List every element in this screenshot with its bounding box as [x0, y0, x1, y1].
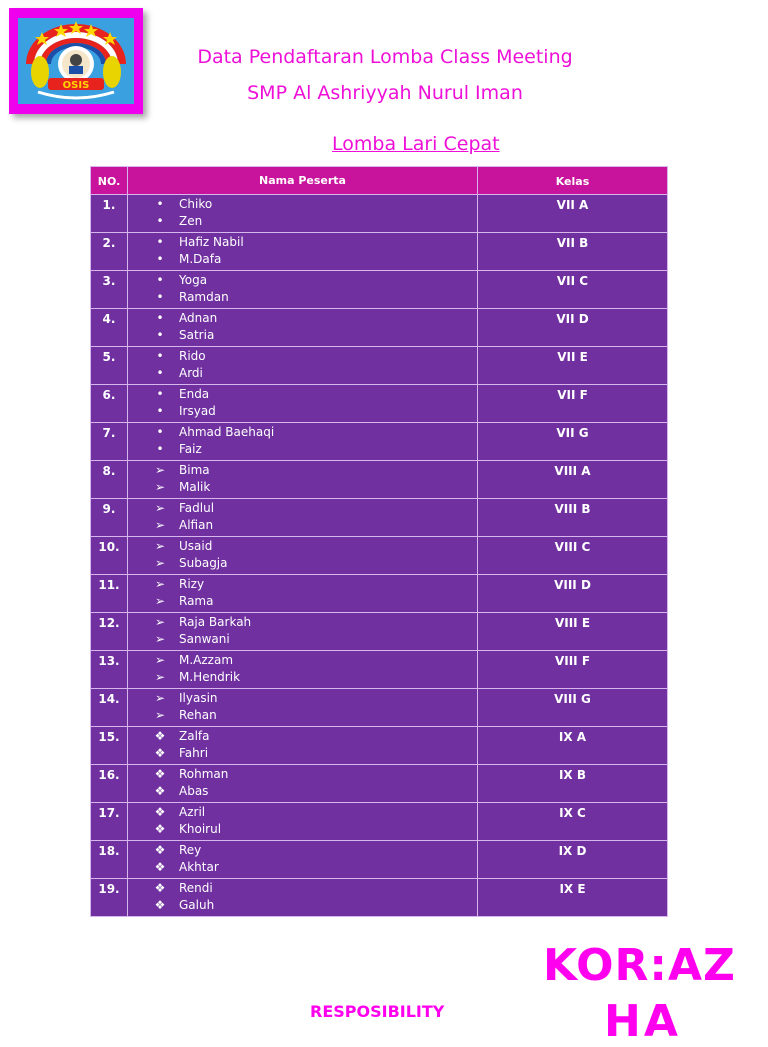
osis-logo: [18, 18, 134, 104]
bullet-icon: ➢: [154, 577, 166, 591]
row-number: 11.: [91, 575, 128, 613]
participant-name: Rizy: [179, 577, 205, 591]
participant-name: Rendi: [179, 881, 213, 895]
bullet-icon: ➢: [154, 670, 166, 684]
participant-name: Yoga: [179, 273, 208, 287]
participant-list: [128, 841, 477, 876]
bullet-icon: ➢: [154, 463, 166, 477]
footer-coordinator: KOR:AZ: [543, 940, 736, 991]
bullet-icon: ➢: [154, 691, 166, 705]
participant-name: Zalfa: [179, 729, 210, 743]
participant-list: [128, 385, 477, 420]
row-number: 5.: [91, 347, 128, 385]
participant-item: [128, 728, 477, 745]
table-row: [91, 347, 668, 385]
participant-name: Irsyad: [179, 404, 216, 418]
participant-name: Akhtar: [179, 860, 219, 874]
row-number: 10.: [91, 537, 128, 575]
participant-item: [128, 479, 477, 496]
bullet-icon: •: [156, 252, 164, 266]
participant-names: [128, 309, 478, 347]
class-cell: VIII F: [478, 651, 668, 689]
participant-item: [128, 234, 477, 251]
row-number: 9.: [91, 499, 128, 537]
participant-item: [128, 213, 477, 230]
participant-list: [128, 803, 477, 838]
bullet-icon: •: [156, 425, 164, 439]
participant-name: Rey: [179, 843, 202, 857]
logo-frame: [9, 8, 143, 114]
bullet-icon: •: [156, 311, 164, 325]
participant-names: [128, 803, 478, 841]
bullet-icon: •: [156, 235, 164, 249]
participant-list: [128, 423, 477, 458]
participant-name: Hafiz Nabil: [179, 235, 244, 249]
participant-item: [128, 821, 477, 838]
participant-name: Rohman: [179, 767, 229, 781]
participant-list: [128, 347, 477, 382]
bullet-icon: ➢: [154, 615, 166, 629]
participant-name: M.Dafa: [179, 252, 222, 266]
table-row: [91, 651, 668, 689]
participant-names: [128, 233, 478, 271]
participant-name: Raja Barkah: [179, 615, 252, 629]
row-number: 15.: [91, 727, 128, 765]
row-number: 4.: [91, 309, 128, 347]
participant-item: [128, 386, 477, 403]
table-row: [91, 309, 668, 347]
bullet-icon: ❖: [154, 843, 166, 857]
participant-names: [128, 347, 478, 385]
participant-name: M.Hendrik: [179, 670, 241, 684]
table-row: [91, 385, 668, 423]
osis-emblem-icon: [18, 18, 134, 104]
class-cell: VII C: [478, 271, 668, 309]
class-cell: VIII B: [478, 499, 668, 537]
class-cell: VII G: [478, 423, 668, 461]
participant-name: Fahri: [179, 746, 209, 760]
class-cell: VII A: [478, 195, 668, 233]
participant-item: [128, 251, 477, 268]
table-row: [91, 423, 668, 461]
participant-item: [128, 669, 477, 686]
participant-list: [128, 613, 477, 648]
bullet-icon: ➢: [154, 518, 166, 532]
participant-name: Ahmad Baehaqi: [179, 425, 275, 439]
competition-title: Lomba Lari Cepat: [332, 133, 500, 155]
participant-item: [128, 859, 477, 876]
bullet-icon: •: [156, 197, 164, 211]
bullet-icon: ❖: [154, 767, 166, 781]
participant-item: [128, 593, 477, 610]
table-row: [91, 879, 668, 917]
participant-item: [128, 804, 477, 821]
participant-name: Malik: [179, 480, 211, 494]
table-row: [91, 499, 668, 537]
participant-item: [128, 289, 477, 306]
participant-list: [128, 765, 477, 800]
row-number: 12.: [91, 613, 128, 651]
participant-item: [128, 690, 477, 707]
participant-names: [128, 651, 478, 689]
svg-text:OSIS: OSIS: [62, 80, 90, 91]
participant-item: [128, 403, 477, 420]
bullet-icon: •: [156, 366, 164, 380]
bullet-icon: •: [156, 328, 164, 342]
participant-name: Rama: [179, 594, 214, 608]
table-row: [91, 689, 668, 727]
bullet-icon: •: [156, 442, 164, 456]
row-number: 1.: [91, 195, 128, 233]
bullet-icon: ➢: [154, 653, 166, 667]
participant-name: Abas: [179, 784, 209, 798]
row-number: 13.: [91, 651, 128, 689]
registration-table: [90, 166, 668, 917]
participant-names: [128, 423, 478, 461]
table-row: [91, 803, 668, 841]
participant-item: [128, 766, 477, 783]
participant-item: [128, 196, 477, 213]
bullet-icon: ➢: [154, 556, 166, 570]
footer-responsibility: RESPOSIBILITY: [310, 1002, 445, 1021]
table-row: [91, 765, 668, 803]
class-cell: VIII D: [478, 575, 668, 613]
participant-names: [128, 499, 478, 537]
participant-name: Subagja: [179, 556, 228, 570]
participant-list: [128, 879, 477, 914]
participant-item: [128, 272, 477, 289]
table-row: [91, 841, 668, 879]
class-cell: VII F: [478, 385, 668, 423]
participant-item: [128, 365, 477, 382]
row-number: 8.: [91, 461, 128, 499]
participant-name: Satria: [179, 328, 215, 342]
header-kelas: Kelas: [478, 167, 668, 195]
participant-list: [128, 575, 477, 610]
row-number: 18.: [91, 841, 128, 879]
participant-item: [128, 880, 477, 897]
footer-coordinator-line2: HA: [604, 996, 681, 1047]
participant-names: [128, 689, 478, 727]
table-header-row: [91, 167, 668, 195]
bullet-icon: ❖: [154, 822, 166, 836]
participant-list: [128, 195, 477, 230]
participant-item: [128, 897, 477, 914]
participant-item: [128, 348, 477, 365]
row-number: 17.: [91, 803, 128, 841]
row-number: 2.: [91, 233, 128, 271]
row-number: 3.: [91, 271, 128, 309]
table-row: [91, 537, 668, 575]
class-cell: IX A: [478, 727, 668, 765]
class-cell: VIII A: [478, 461, 668, 499]
participant-item: [128, 310, 477, 327]
participant-item: [128, 842, 477, 859]
participant-list: [128, 271, 477, 306]
participant-item: [128, 614, 477, 631]
participant-names: [128, 575, 478, 613]
table-row: [91, 271, 668, 309]
table-row: [91, 613, 668, 651]
bullet-icon: ➢: [154, 594, 166, 608]
bullet-icon: ❖: [154, 784, 166, 798]
table-row: [91, 575, 668, 613]
participant-item: [128, 576, 477, 593]
bullet-icon: ❖: [154, 881, 166, 895]
participant-name: Galuh: [179, 898, 215, 912]
participant-name: Ramdan: [179, 290, 229, 304]
bullet-icon: ❖: [154, 805, 166, 819]
participant-list: [128, 689, 477, 724]
page-title: Data Pendaftaran Lomba Class Meeting: [197, 46, 573, 68]
participant-name: Ilyasin: [179, 691, 218, 705]
participant-list: [128, 233, 477, 268]
class-cell: IX C: [478, 803, 668, 841]
class-cell: VIII C: [478, 537, 668, 575]
class-cell: IX D: [478, 841, 668, 879]
participant-item: [128, 707, 477, 724]
participant-names: [128, 271, 478, 309]
participant-item: [128, 327, 477, 344]
participant-list: [128, 499, 477, 534]
row-number: 14.: [91, 689, 128, 727]
row-number: 19.: [91, 879, 128, 917]
bullet-icon: ➢: [154, 632, 166, 646]
bullet-icon: ❖: [154, 729, 166, 743]
bullet-icon: ➢: [154, 708, 166, 722]
bullet-icon: ➢: [154, 539, 166, 553]
participant-names: [128, 461, 478, 499]
class-cell: VII D: [478, 309, 668, 347]
participant-name: Sanwani: [179, 632, 230, 646]
participant-name: Usaid: [179, 539, 213, 553]
participant-names: [128, 765, 478, 803]
participant-name: Bima: [179, 463, 210, 477]
participant-name: Enda: [179, 387, 210, 401]
class-cell: IX E: [478, 879, 668, 917]
bullet-icon: ➢: [154, 480, 166, 494]
bullet-icon: ❖: [154, 898, 166, 912]
participant-names: [128, 385, 478, 423]
participant-item: [128, 500, 477, 517]
participant-item: [128, 555, 477, 572]
bullet-icon: •: [156, 404, 164, 418]
participant-name: Azril: [179, 805, 206, 819]
participant-names: [128, 841, 478, 879]
participant-list: [128, 651, 477, 686]
participant-list: [128, 537, 477, 572]
school-name: SMP Al Ashriyyah Nurul Iman: [247, 82, 523, 104]
table-row: [91, 727, 668, 765]
participant-name: Khoirul: [179, 822, 222, 836]
participant-names: [128, 613, 478, 651]
header-no: NO.: [91, 167, 128, 195]
participant-list: [128, 309, 477, 344]
participant-names: [128, 195, 478, 233]
class-cell: IX B: [478, 765, 668, 803]
row-number: 7.: [91, 423, 128, 461]
bullet-icon: •: [156, 273, 164, 287]
participant-item: [128, 441, 477, 458]
table-row: [91, 461, 668, 499]
bullet-icon: •: [156, 349, 164, 363]
participant-item: [128, 783, 477, 800]
participant-item: [128, 538, 477, 555]
participant-name: M.Azzam: [179, 653, 234, 667]
class-cell: VIII E: [478, 613, 668, 651]
class-cell: VIII G: [478, 689, 668, 727]
row-number: 16.: [91, 765, 128, 803]
row-number: 6.: [91, 385, 128, 423]
participant-name: Ardi: [179, 366, 203, 380]
participant-item: [128, 424, 477, 441]
participant-item: [128, 652, 477, 669]
header-nama-peserta: Nama Peserta: [128, 167, 478, 195]
participant-name: Fadlul: [179, 501, 215, 515]
participant-item: [128, 745, 477, 762]
bullet-icon: ➢: [154, 501, 166, 515]
participant-list: [128, 727, 477, 762]
participant-list: [128, 461, 477, 496]
bullet-icon: •: [156, 387, 164, 401]
bullet-icon: •: [156, 214, 164, 228]
participant-item: [128, 462, 477, 479]
participant-name: Rehan: [179, 708, 217, 722]
bullet-icon: •: [156, 290, 164, 304]
bullet-icon: ❖: [154, 746, 166, 760]
participant-name: Zen: [179, 214, 203, 228]
participant-names: [128, 537, 478, 575]
participant-item: [128, 517, 477, 534]
participant-name: Chiko: [179, 197, 213, 211]
table-row: [91, 233, 668, 271]
participant-names: [128, 879, 478, 917]
participant-name: Alfian: [179, 518, 214, 532]
class-cell: VII E: [478, 347, 668, 385]
participant-item: [128, 631, 477, 648]
participant-names: [128, 727, 478, 765]
participant-name: Faiz: [179, 442, 202, 456]
class-cell: VII B: [478, 233, 668, 271]
table-row: [91, 195, 668, 233]
participant-name: Rido: [179, 349, 206, 363]
bullet-icon: ❖: [154, 860, 166, 874]
participant-name: Adnan: [179, 311, 218, 325]
